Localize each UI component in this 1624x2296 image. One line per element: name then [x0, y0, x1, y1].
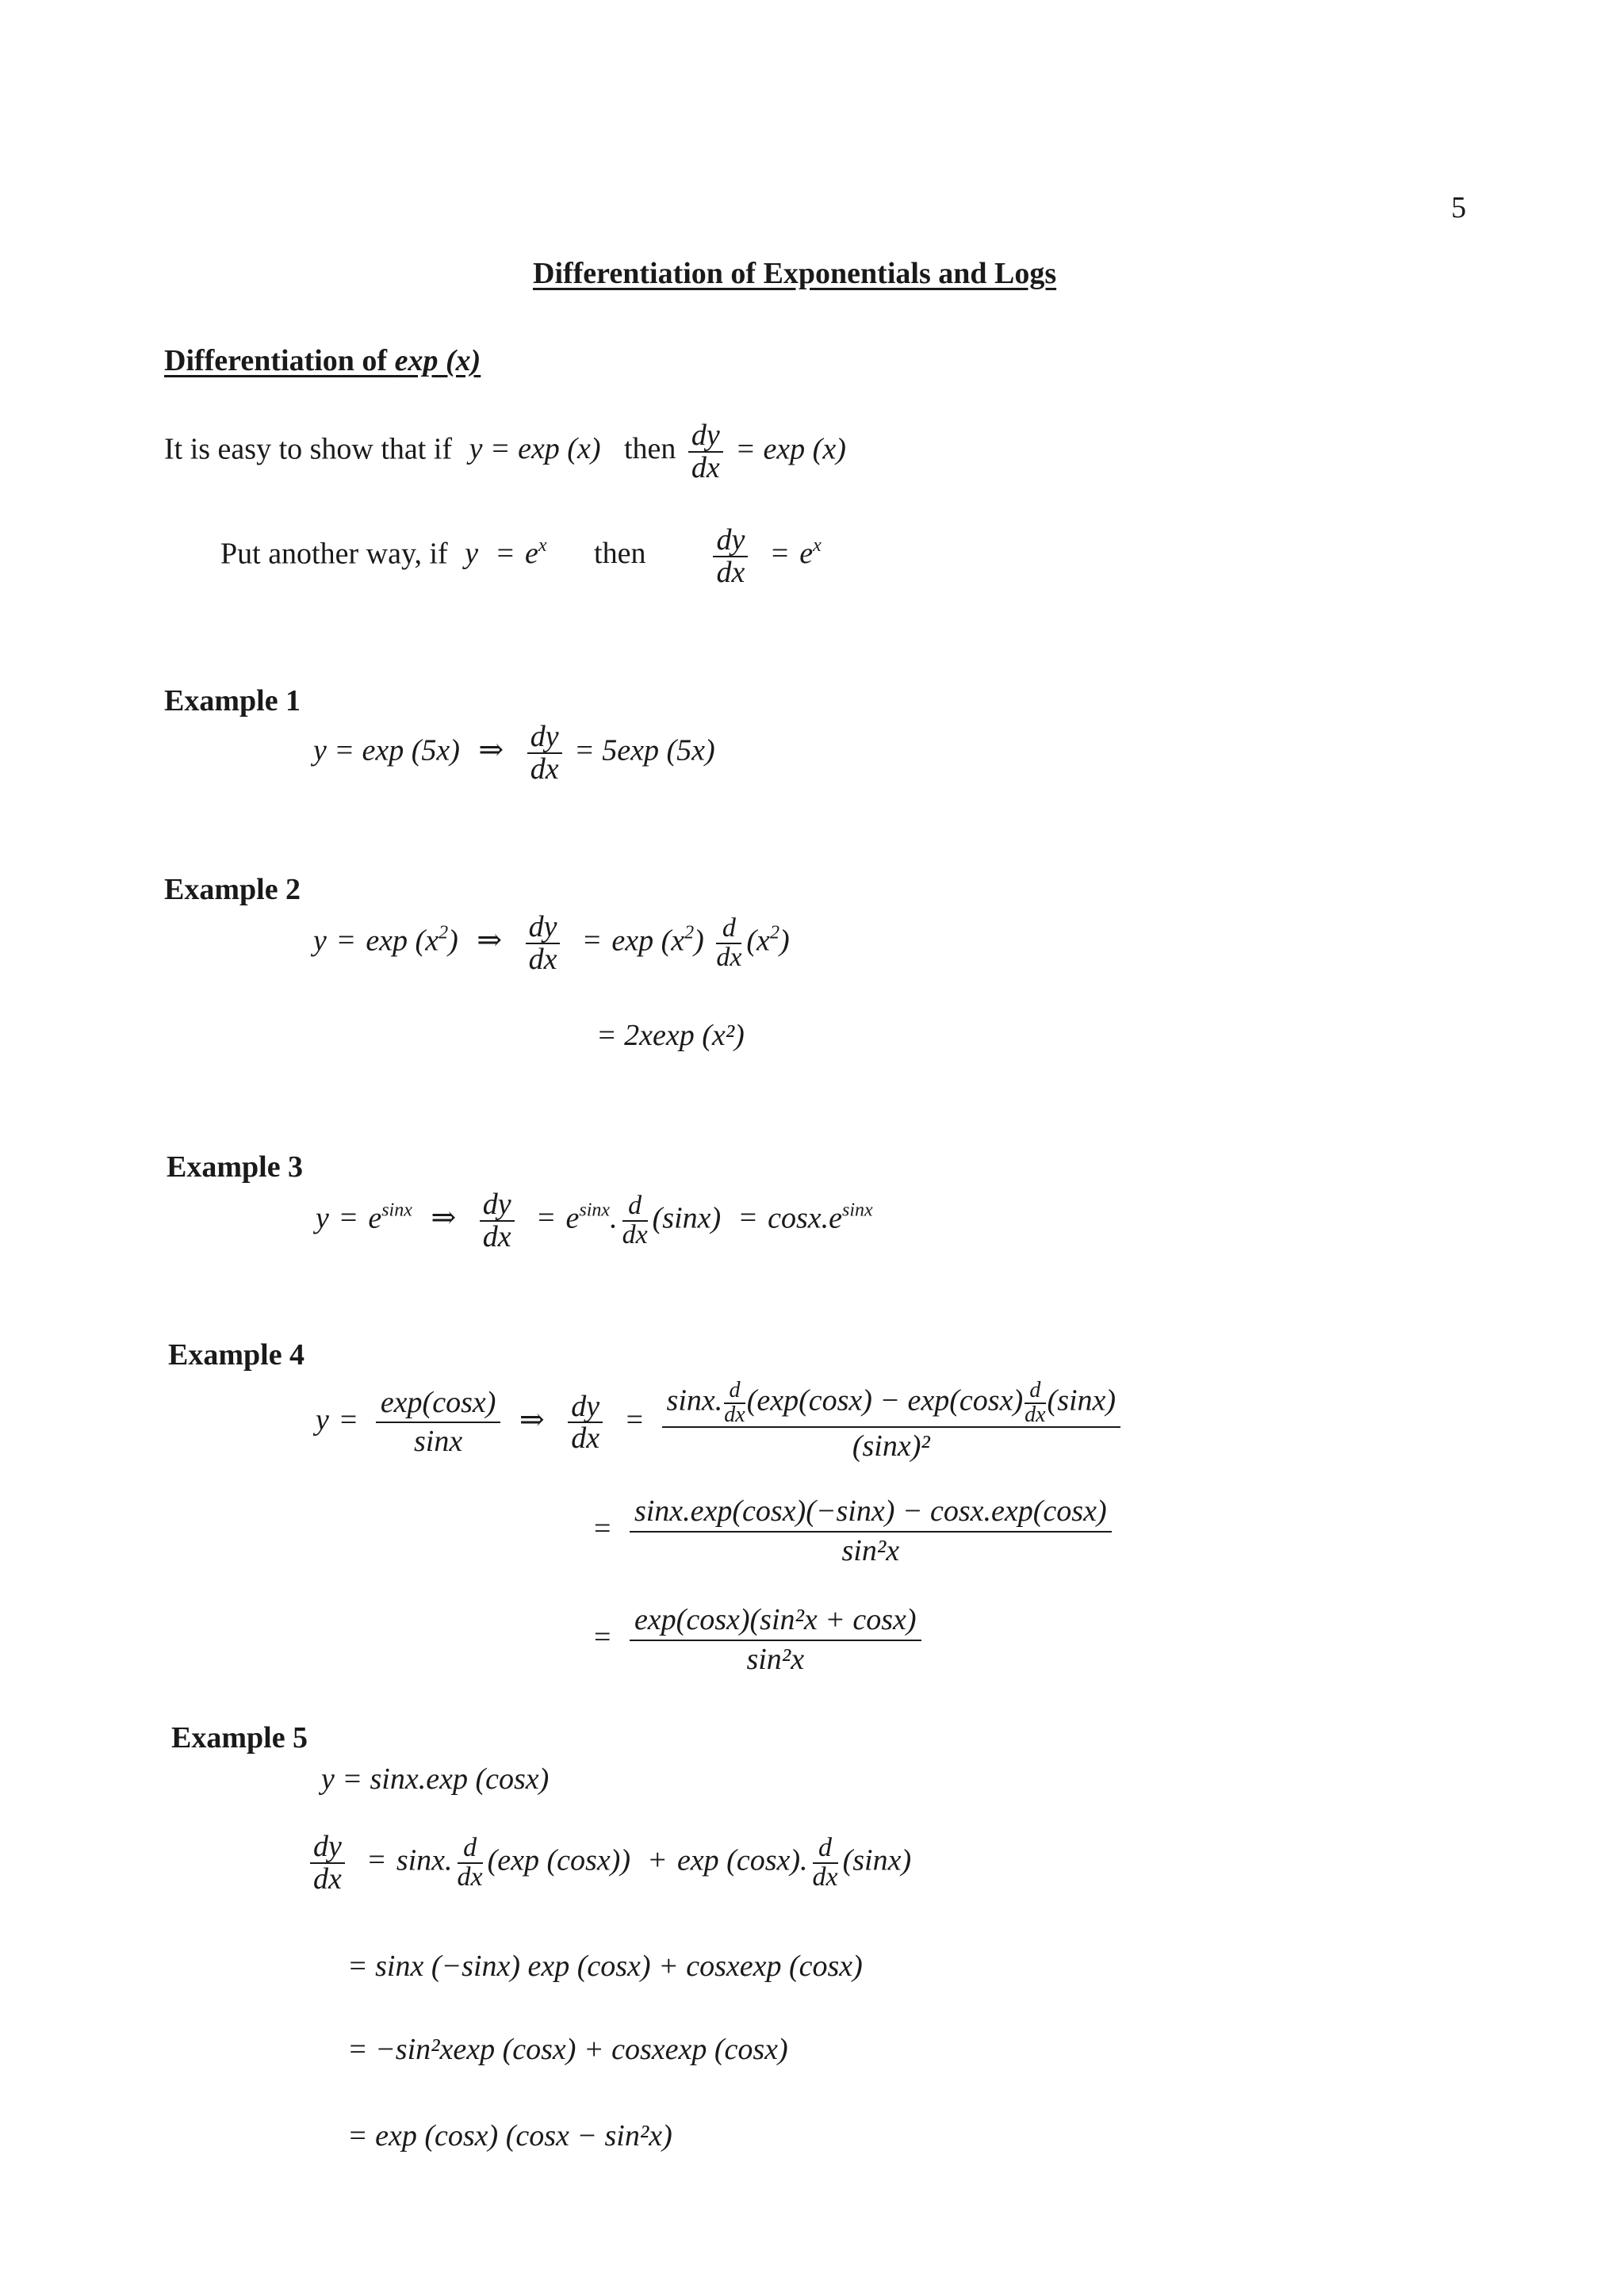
example-3-label: Example 3 [167, 1150, 304, 1184]
page-number: 5 [1451, 191, 1466, 224]
example-5-line-1: y = sinx.exp (cosx) [321, 1762, 550, 1796]
example-4-function: $\frac{\exp(\cos x)}{\sin x}$ [376, 1384, 501, 1461]
example-4-line-3: = $\frac{\text{exp(cosx)(sin²x + cosx)}}{\text{sin²x}}$ [583, 1601, 921, 1678]
example-5-line-5: = exp (cosx) (cosx − sin²x) [347, 2119, 672, 2152]
intro-line-2-rhs: = $e^x$ [771, 535, 822, 571]
intro-line-1 [164, 420, 846, 484]
section-title-math: exp (x) [394, 344, 481, 377]
intro-line-2-derivative: $\frac{dy}{dx}$ [713, 525, 748, 588]
example-2-label: Example 2 [164, 873, 301, 906]
example-3-derivative: $\frac{dy}{dx}$ [480, 1189, 515, 1253]
section-title-text: Differentiation of [164, 344, 395, 377]
example-4-quotient-rule: sinx. $\frac{d}{dx}$ (exp(cosx) − exp(cosx) $\frac{d}{dx}$ (sinx) (sinx)² [662, 1380, 1121, 1466]
example-3-equation: $y = e^{sinx}$ ⇒ $\frac{dy}{dx}$ = $e^{sinx}$. $\frac{d}{dx}$ $(\sin x) = \cos x.e^{sinx}$ [316, 1188, 873, 1253]
example-4-label: Example 4 [168, 1338, 305, 1372]
example-4-line-1: y = $\frac{\exp(\cos x)}{\sin x}$ ⇒ $\frac{dy}{dx}$ = sinx. $\frac{d}{dx}$ (exp(cosx) − exp(cosx) $\frac{d}{dx}$ (sinx) (sinx)² [316, 1380, 1120, 1466]
implies-icon: ⇒ [431, 1201, 457, 1235]
example-2-line-1: $y = \exp (x^2)$ ⇒ $\frac{dy}{dx}$ = $\exp (x^2)$ $\frac{d}{dx}$ $(x^2)$ [313, 910, 790, 976]
example-5-line-3: = sinx (−sinx) exp (cosx) + cosxexp (cosx) [347, 1950, 863, 1983]
example-4-line-2: = $\frac{\sin x.\exp(\cos x)(-\sin x) - \cos x.\exp(\cos x)}{\text{sin²x}}$ [583, 1493, 1112, 1570]
example-5-line-2: $\frac{dy}{dx}$ = sinx. $\frac{d}{dx}$ (exp (cosx)) + exp (cosx). $\frac{d}{dx}$ (sinx) [305, 1831, 911, 1895]
intro-line-1-then: then [623, 432, 676, 466]
example-5-line-4: = −sin²xexp (cosx) + cosxexp (cosx) [347, 2033, 788, 2066]
example-1-derivative: $\frac{dy}{dx}$ [527, 721, 562, 785]
example-3-d-dx: $\frac{d}{dx}$ [622, 1191, 648, 1249]
intro-line-1-derivative: $\frac{dy}{dx}$ [688, 420, 723, 484]
example-1-lhs: y = exp (5x) [313, 733, 460, 767]
example-4-derivative: $\frac{dy}{dx}$ [568, 1391, 603, 1455]
intro-line-1-rhs: = exp (x) [735, 432, 846, 466]
implies-icon: ⇒ [519, 1403, 545, 1437]
implies-icon: ⇒ [477, 924, 503, 958]
intro-line-2-text: Put another way, if [220, 537, 448, 571]
intro-line-1-lhs: y = exp (x) [469, 432, 601, 466]
example-2-derivative: $\frac{dy}{dx}$ [526, 912, 561, 975]
example-5-label: Example 5 [171, 1721, 308, 1755]
example-1-rhs: = 5exp (5x) [574, 733, 715, 767]
page-title: Differentiation of Exponentials and Logs [533, 257, 1057, 290]
intro-line-1-text: It is easy to show that if [164, 432, 453, 466]
section-title [164, 343, 481, 378]
intro-line-2-then: then [594, 537, 646, 571]
example-2-d-dx: $\frac{d}{dx}$ [716, 913, 742, 972]
example-2-line-2: = 2xexp (x²) [596, 1019, 745, 1052]
example-1-label: Example 1 [164, 684, 301, 718]
implies-icon: ⇒ [478, 733, 504, 767]
example-1-equation [313, 721, 715, 785]
intro-line-2 [220, 525, 822, 588]
example-5-derivative: $\frac{dy}{dx}$ [310, 1831, 345, 1895]
intro-line-2-lhs: $y = e^x$ [465, 535, 547, 571]
